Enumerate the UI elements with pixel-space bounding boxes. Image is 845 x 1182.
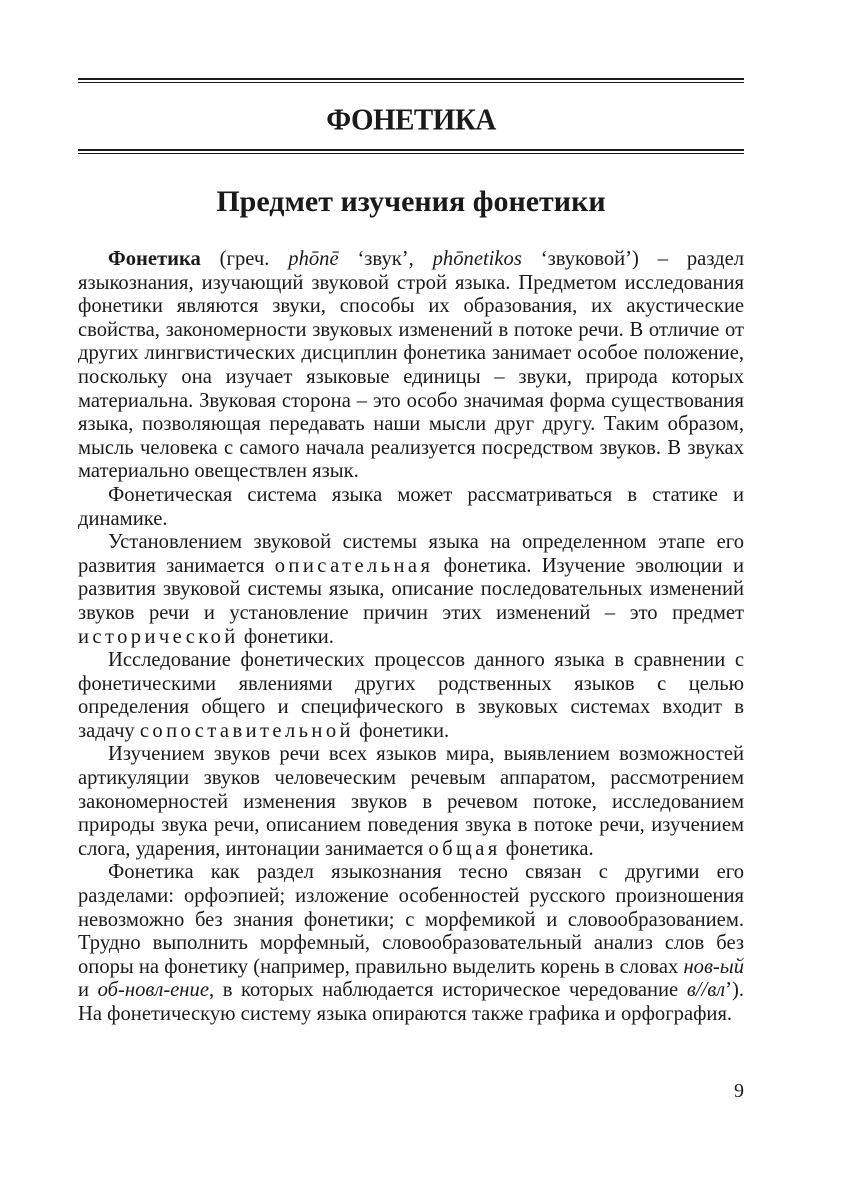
- example-alternation: в//вл: [686, 979, 726, 1002]
- body-text: [78, 248, 744, 1027]
- section-title: Предмет изучения фонетики: [216, 185, 606, 218]
- example-word: об-новл-ение: [97, 979, 209, 1002]
- page-content: [78, 78, 744, 1027]
- paragraph-1: Фонетика (греч. phōnē ‘звук’, phōnetikos ‘звуковой’) – раздел языкознания, изучающий звуковой строй языка. Предметом исследования фонетики являются звуки, способы их образования, их акустические свойства, закономерности звуковых изменений в потоке речи. В отличие от других лингвистических дисциплин фонетика занимает особое положение, поскольку она изучает языковые единицы – звуки, природа которых материальна. Звуковая сторона – это особо значимая форма существования языка, позволяющая передавать наши мысли друг другу. Таким образом, мысль человека с самого начала реализуется посредством звуков. В звуках материально овеществлен язык.: [78, 248, 744, 483]
- paragraph-2: Фонетическая система языка может рассматриваться в статике и динамике.: [78, 483, 744, 530]
- paragraph-6: Фонетика как раздел языкознания тесно связан с другими его разделами: орфоэпией; изложение особенностей русского произношения невозможно без знания фонетики; с морфемикой и словообразованием. Трудно выполнить морфемный, словообразовательный анализ слов без опоры на фонетику (например, правильно выделить корень в словах нов-ый и об-новл-ение, в которых наблюдается историческое чередование в//вл’). На фонетическую систему языка опираются также графика и орфография.: [78, 861, 744, 1025]
- chapter-title: ФОНЕТИКА: [326, 103, 496, 137]
- spaced-term: описательная: [274, 554, 434, 577]
- spaced-term: общая: [428, 837, 501, 860]
- spaced-term: исторической: [78, 625, 239, 648]
- page-number: 9: [734, 1080, 744, 1102]
- spaced-term: сопоставительной: [139, 719, 354, 742]
- example-word: нов-ый: [683, 955, 744, 978]
- greek-term: phōnē: [288, 248, 339, 270]
- greek-term: phōnetikos: [432, 248, 522, 270]
- paragraph-5: Изучением звуков речи всех языков мира, выявлением возможностей артикуляции звуков человеческим речевым аппаратом, рассмотрением закономерностей изменения звуков в речевом потоке, исследованием природы звука речи, описанием поведения звука в потоке речи, изучением слога, ударения, интонации занимается общая фонетика.: [78, 743, 744, 860]
- term-phonetics: Фонетика: [108, 248, 201, 270]
- paragraph-3: Установлением звуковой системы языка на определенном этапе его развития занимается описательная фонетика. Изучение эволюции и развития звуковой системы языка, описание последовательных изменений звуков речи и установление причин этих изменений – это предмет исторической фонетики.: [78, 531, 744, 648]
- paragraph-4: Исследование фонетических процессов данного языка в сравнении с фонетическими явлениями других родственных языков с целью определения общего и специфического в звуковых системах входит в задачу сопоставительной фонетики.: [78, 649, 744, 742]
